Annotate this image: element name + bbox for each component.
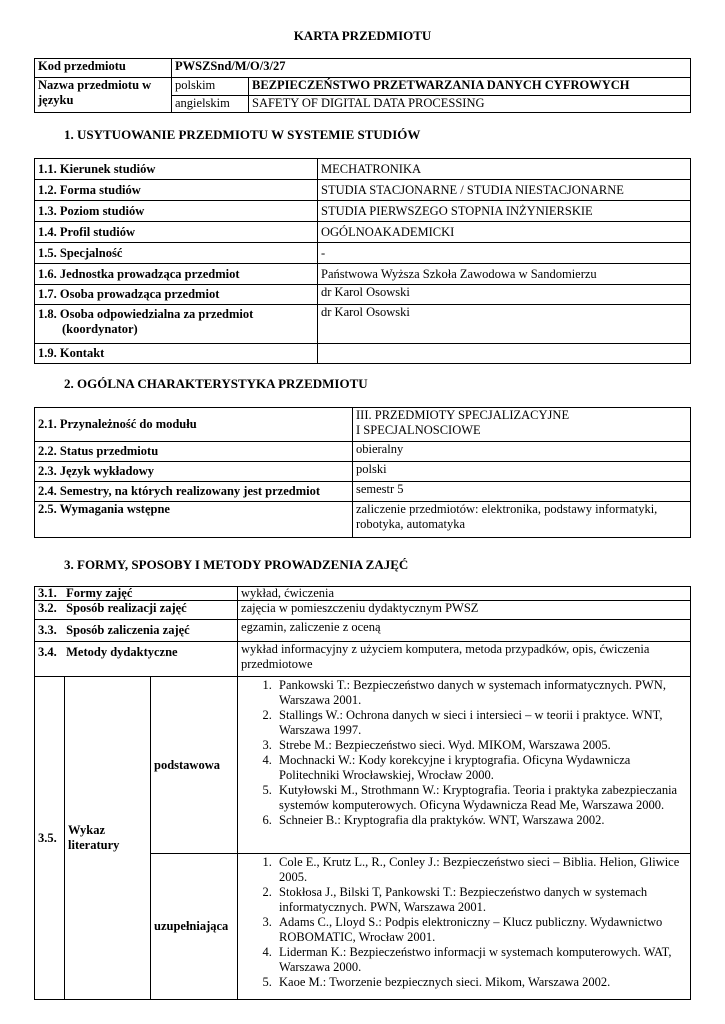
row-value: wykład informacyjny z użyciem komputera, metoda przypadków, opis, ćwiczenia przedmiotowe (238, 642, 691, 677)
row-label: 2.4. Semestry, na których realizowany jest przedmiot (35, 482, 353, 502)
basic-label: podstawowa (151, 677, 238, 854)
row-value: polski (353, 462, 691, 482)
row-label: 1.4. Profil studiów (35, 222, 318, 243)
row-label: 2.3. Język wykładowy (35, 462, 353, 482)
header-table (34, 58, 691, 113)
row-value: dr Karol Osowski (318, 305, 691, 344)
row-num: 3.1. (38, 586, 57, 600)
row-label: 1.6. Jednostka prowadząca przedmiot (35, 264, 318, 285)
lit-num: 3.5. (35, 677, 65, 1000)
row-value: STUDIA STACJONARNE / STUDIA NIESTACJONARNE (318, 180, 691, 201)
row-label: 2.5. Wymagania wstępne (35, 502, 353, 538)
row-value: zaliczenie przedmiotów: elektronika, podstawy informatyki, robotyka, automatyka (353, 502, 691, 538)
list-item: 2. Stokłosa J., Bilski T, Pankowski T.: Bezpieczeństwo danych w systemach informatycznych. PWN, Warszawa 2001. (275, 885, 687, 915)
row-label: 1.2. Forma studiów (35, 180, 318, 201)
row-label: 1.3. Poziom studiów (35, 201, 318, 222)
row-value: semestr 5 (353, 482, 691, 502)
row-value: III. PRZEDMIOTY SPECJALIZACYJNE (356, 408, 570, 422)
list-item: 4. Liderman K.: Bezpieczeństwo informacji w systemach komputerowych. WAT, Warszawa 2000. (275, 945, 687, 975)
name-pl: BEZPIECZEŃSTWO PRZETWARZANIA DANYCH CYFROWYCH (249, 78, 691, 96)
page-title: KARTA PRZEDMIOTU (293, 28, 432, 43)
kod-label: Kod przedmiotu (35, 59, 172, 78)
section2-heading: 2. OGÓLNA CHARAKTERYSTYKA PRZEDMIOTU (64, 376, 368, 391)
list-item: 1. Pankowski T.: Bezpieczeństwo danych w systemach informatycznych. PWN, Warszawa 2001. (275, 678, 687, 708)
row-value: OGÓLNOAKADEMICKI (318, 222, 691, 243)
row-label: 2.2. Status przedmiotu (35, 442, 353, 462)
section1-table (34, 158, 691, 364)
section2-table (34, 407, 691, 538)
list-item: 3. Adams C., Lloyd S.: Podpis elektroniczny – Klucz publiczny. Wydawnictwo ROBOMATIC, Wrocław 2001. (275, 915, 687, 945)
list-item: 2. Stallings W.: Ochrona danych w sieci i intersieci – w teorii i praktyce. WNT, Warszawa 1997. (275, 708, 687, 738)
row-value: - (318, 243, 691, 264)
row-value: MECHATRONIKA (318, 159, 691, 180)
list-item: 4. Mochnacki W.: Kody korekcyjne i kryptografia. Oficyna Wydawnicza Politechniki Wrocławskiej, Wrocław 2000. (275, 753, 687, 783)
row-label: 1.5. Specjalność (35, 243, 318, 264)
section3-heading: 3. FORMY, SPOSOBY I METODY PROWADZENIA ZAJĘĆ (64, 557, 409, 572)
lit-label: Wykaz literatury (65, 677, 151, 1000)
row-label: Sposób zaliczenia zajęć (66, 623, 190, 637)
list-item: 1. Cole E., Krutz L., R., Conley J.: Bezpieczeństwo sieci – Biblia. Helion, Gliwice 2005. (275, 855, 687, 885)
row-label: 1.8. Osoba odpowiedzialna za przedmiot (38, 307, 254, 321)
nazwa-label: Nazwa przedmiotu w języku (35, 78, 172, 113)
section1-heading: 1. USYTUOWANIE PRZEDMIOTU W SYSTEMIE STUDIÓW (64, 127, 421, 142)
list-item: 5. Kaoe M.: Tworzenie bezpiecznych sieci. Mikom, Warszawa 2002. (275, 975, 687, 990)
row-value: STUDIA PIERWSZEGO STOPNIA INŻYNIERSKIE (318, 201, 691, 222)
row-label-cont: (koordynator) (62, 322, 138, 336)
list-item: 3. Strebe M.: Bezpieczeństwo sieci. Wyd. MIKOM, Warszawa 2005. (275, 738, 687, 753)
row-label: 2.1. Przynależność do modułu (35, 408, 353, 442)
row-label: Sposób realizacji zajęć (66, 601, 187, 615)
row-value: obieralny (353, 442, 691, 462)
basic-list (241, 678, 687, 828)
list-item: 6. Schneier B.: Kryptografia dla praktyków. WNT, Warszawa 2002. (275, 813, 687, 828)
row-label: Metody dydaktyczne (66, 645, 178, 659)
row-label: Formy zajęć (66, 586, 133, 600)
kod-value: PWSZSnd/M/O/3/27 (172, 59, 691, 78)
name-en: SAFETY OF DIGITAL DATA PROCESSING (249, 96, 691, 113)
supp-label: uzupełniająca (151, 854, 238, 1000)
lang-en: angielskim (172, 96, 249, 113)
section3-table (34, 586, 691, 1000)
row-value: zajęcia w pomieszczeniu dydaktycznym PWSZ (238, 601, 691, 620)
list-item: 5. Kutyłowski M., Strothmann W.: Kryptografia. Teoria i praktyka zabezpieczania systemów komputerowych. Oficyna Wydawnicza Read Me, Warszawa 2000. (275, 783, 687, 813)
row-value: dr Karol Osowski (318, 285, 691, 305)
row-value: wykład, ćwiczenia (238, 587, 691, 601)
row-label: 1.9. Kontakt (35, 344, 318, 364)
row-label: 1.7. Osoba prowadząca przedmiot (35, 285, 318, 305)
row-value-cont: I SPECJALNOSCIOWE (356, 423, 481, 437)
supplementary-list (241, 855, 687, 990)
row-value: egzamin, zaliczenie z oceną (238, 620, 691, 642)
row-num: 3.2. (38, 601, 57, 615)
row-num: 3.4. (38, 645, 57, 659)
row-num: 3.3. (38, 623, 57, 637)
lang-pl: polskim (172, 78, 249, 96)
row-value: Państwowa Wyższa Szkoła Zawodowa w Sandomierzu (318, 264, 691, 285)
row-label: 1.1. Kierunek studiów (35, 159, 318, 180)
row-value (318, 344, 691, 364)
